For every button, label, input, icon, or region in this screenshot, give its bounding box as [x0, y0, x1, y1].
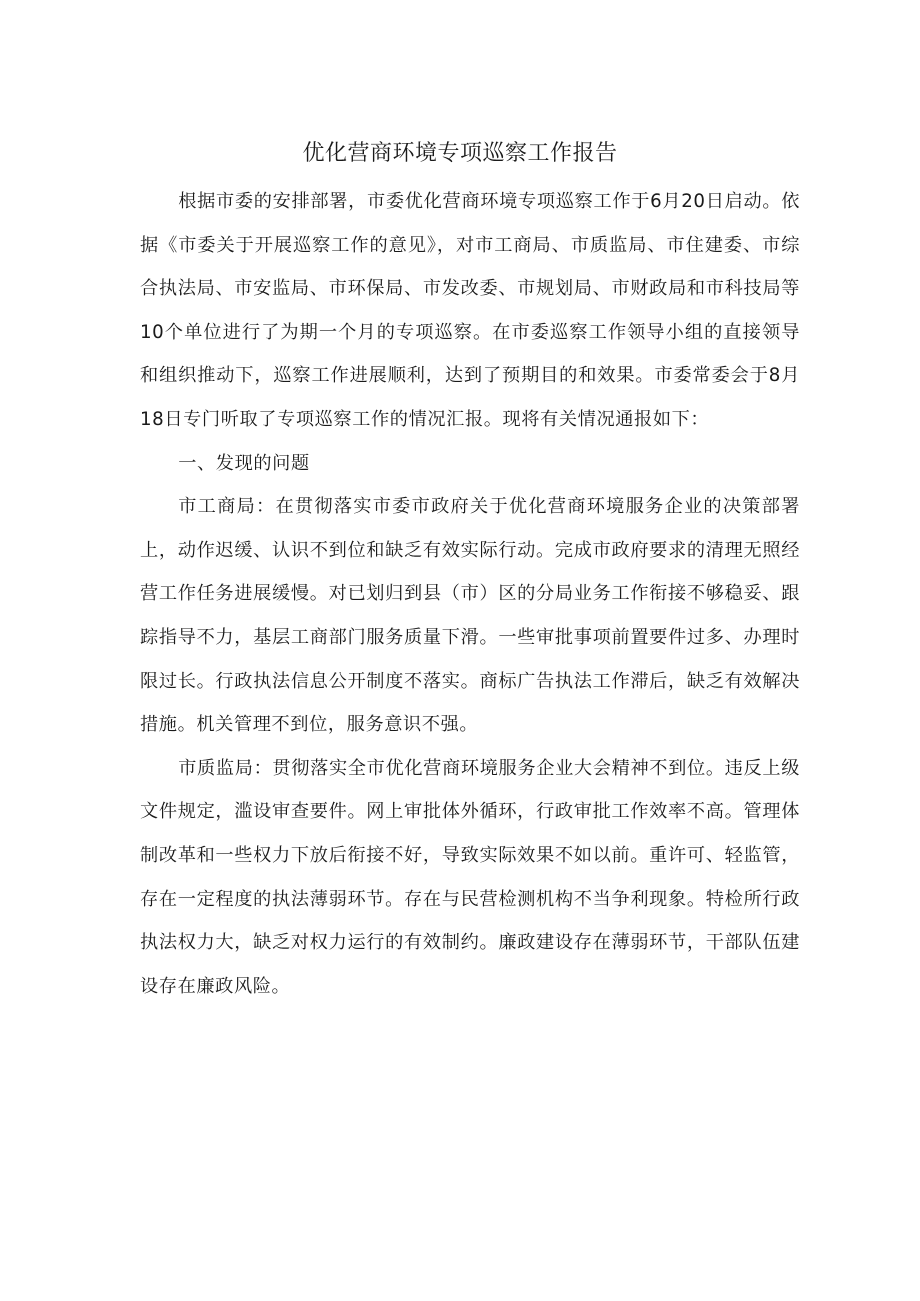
zhijian-paragraph: 市质监局：贯彻落实全市优化营商环境服务企业大会精神不到位。违反上级文件规定，滥设审查要件。网上审批体外循环，行政审批工作效率不高。管理体制改革和一些权力下放后衔接不好，导致实际效果不如以前。重许可、轻监管，存在一定程度的执法薄弱环节。存在与民营检测机构不当争利现象。特检所行政执法权力大，缺乏对权力运行的有效制约。廉政建设存在薄弱环节，干部队伍建设存在廉政风险。: [140, 757, 800, 997]
section-heading: 一、发现的问题: [178, 452, 310, 474]
gongshang-paragraph: 市工商局：在贯彻落实市委市政府关于优化营商环境服务企业的决策部署上，动作迟缓、认识不到位和缺乏有效实际行动。完成市政府要求的清理无照经营工作任务进展缓慢。对已划归到县（市）区的分局业务工作衔接不够稳妥、跟踪指导不力，基层工商部门服务质量下滑。一些审批事项前置要件过多、办理时限过长。行政执法信息公开制度不落实。商标广告执法工作滞后，缺乏有效解决措施。机关管理不到位，服务意识不强。: [140, 496, 800, 736]
document-body: [140, 180, 800, 1008]
intro-paragraph: 根据市委的安排部署，市委优化营商环境专项巡察工作于6月20日启动。依据《市委关于开展巡察工作的意见》，对市工商局、市质监局、市住建委、市综合执法局、市安监局、市环保局、市发改委、市规划局、市财政局和市科技局等10个单位进行了为期一个月的专项巡察。在市委巡察工作领导小组的直接领导和组织推动下，巡察工作进展顺利，达到了预期目的和效果。市委常委会于8月18日专门听取了专项巡察工作的情况汇报。现将有关情况通报如下：: [140, 191, 800, 430]
page-title: 优化营商环境专项巡察工作报告: [302, 141, 618, 166]
